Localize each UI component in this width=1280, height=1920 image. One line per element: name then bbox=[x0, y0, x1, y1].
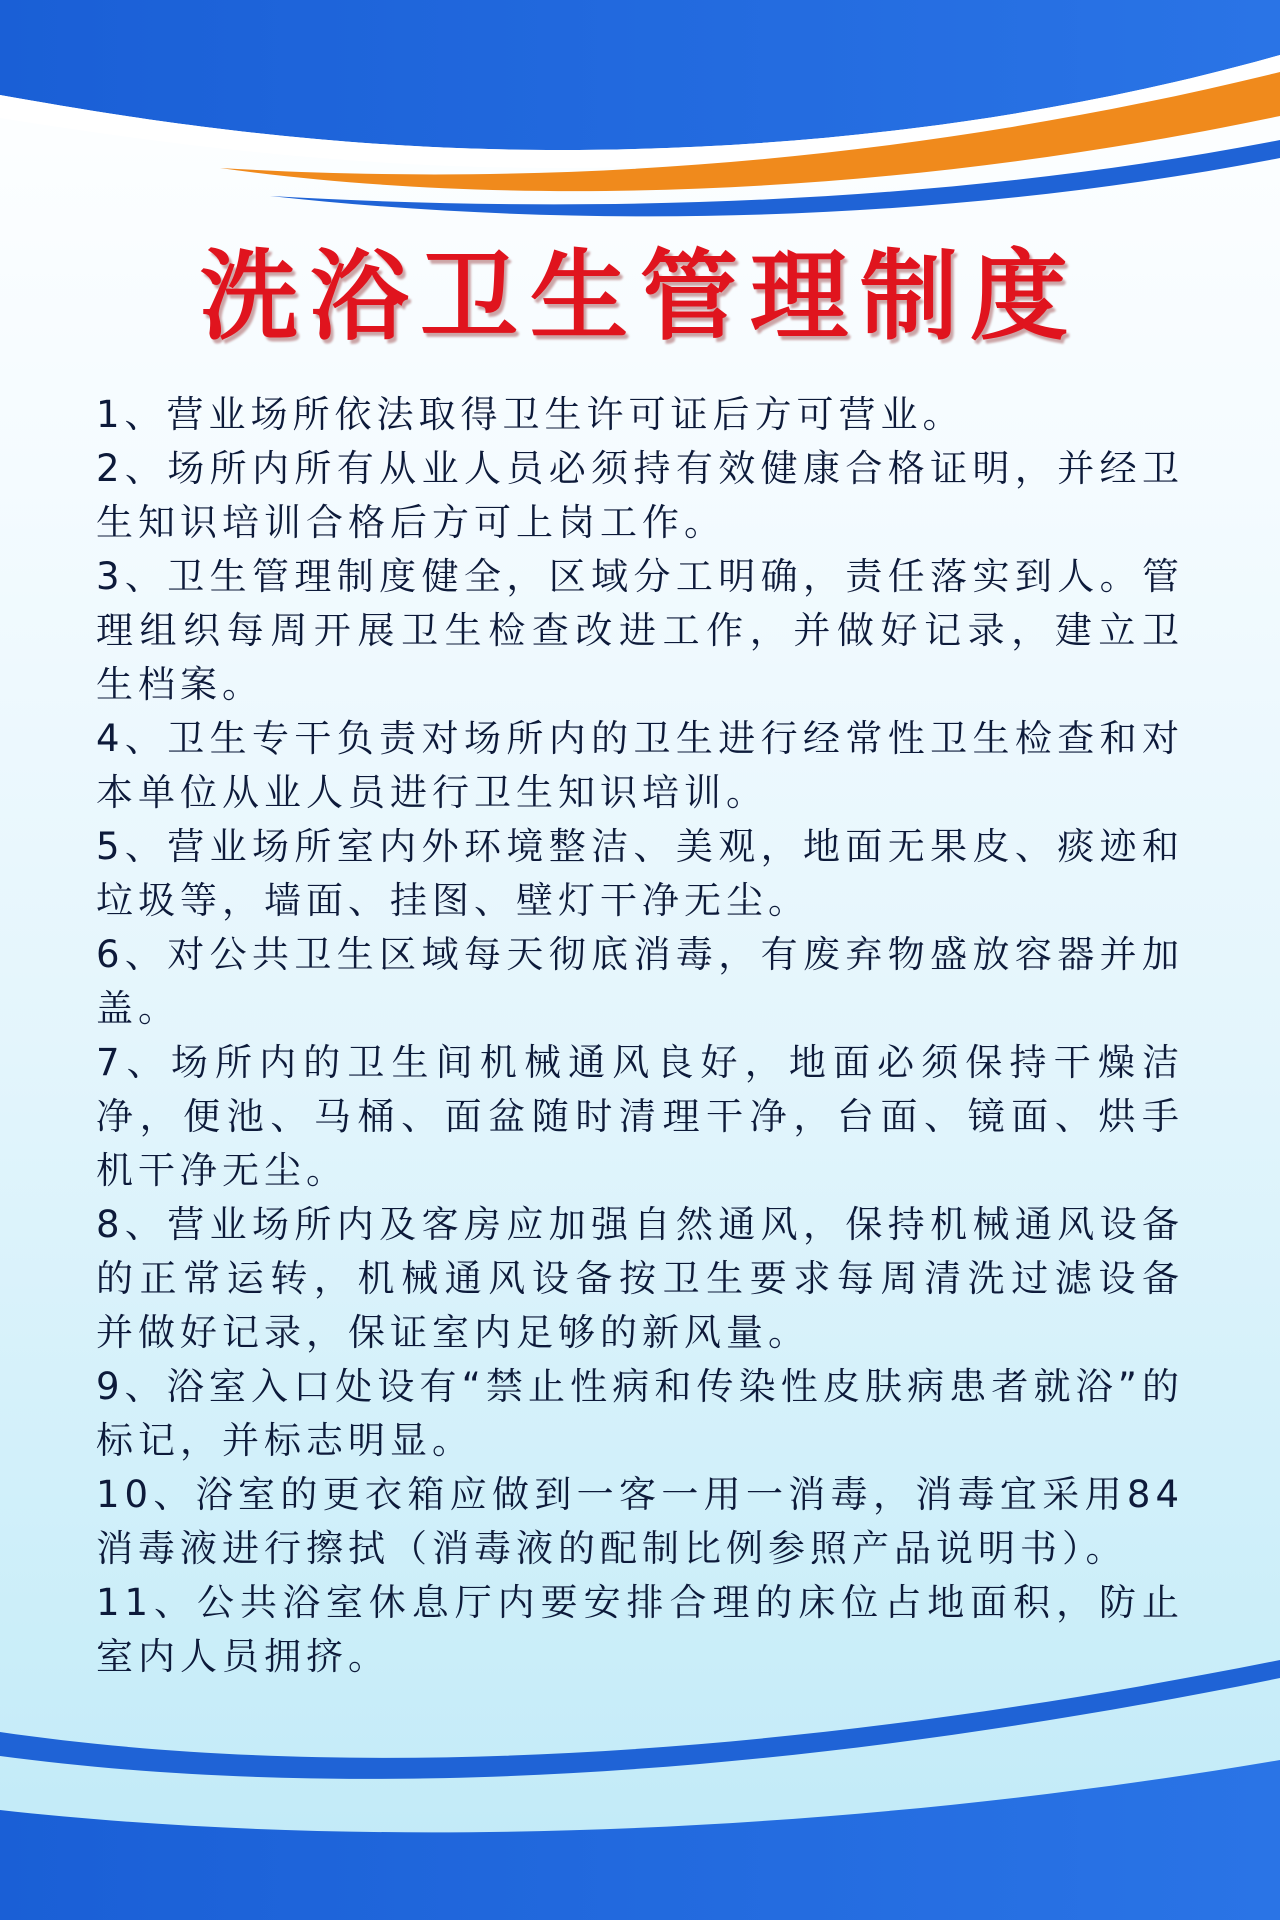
rules-list bbox=[96, 388, 1184, 1684]
bottom-blue-band bbox=[0, 1760, 1280, 1920]
rule-item-8: 8、营业场所内及客房应加强自然通风，保持机械通风设备的正常运转，机械通风设备按卫生要求每周清洗过滤设备并做好记录，保证室内足够的新风量。 bbox=[96, 1203, 1184, 1354]
rule-item-7: 7、场所内的卫生间机械通风良好，地面必须保持干燥洁净，便池、马桶、面盆随时清理干净，台面、镜面、烘手机干净无尘。 bbox=[96, 1041, 1184, 1192]
page-title: 洗浴卫生管理制度 bbox=[199, 240, 1080, 354]
rule-item-4: 4、卫生专干负责对场所内的卫生进行经常性卫生检查和对本单位从业人员进行卫生知识培训。 bbox=[96, 717, 1184, 814]
rule-item-9: 9、浴室入口处设有“禁止性病和传染性皮肤病患者就浴”的标记，并标志明显。 bbox=[96, 1365, 1184, 1462]
rule-item-6: 6、对公共卫生区域每天彻底消毒，有废弃物盛放容器并加盖。 bbox=[96, 933, 1184, 1030]
bottom-wave-decoration bbox=[0, 1660, 1280, 1920]
top-wave-decoration bbox=[0, 0, 1280, 240]
rule-item-11: 11、公共浴室休息厅内要安排合理的床位占地面积，防止室内人员拥挤。 bbox=[96, 1581, 1184, 1678]
rule-item-2: 2、场所内所有从业人员必须持有效健康合格证明，并经卫生知识培训合格后方可上岗工作。 bbox=[96, 447, 1184, 544]
rule-item-5: 5、营业场所室内外环境整洁、美观，地面无果皮、痰迹和垃圾等，墙面、挂图、壁灯干净无尘。 bbox=[96, 825, 1184, 922]
rule-item-3: 3、卫生管理制度健全，区域分工明确，责任落实到人。管理组织每周开展卫生检查改进工作，并做好记录，建立卫生档案。 bbox=[96, 555, 1184, 706]
bottom-thin-stripe bbox=[0, 1660, 1280, 1779]
rule-item-10: 10、浴室的更衣箱应做到一客一用一消毒，消毒宜采用84消毒液进行擦拭（消毒液的配制比例参照产品说明书）。 bbox=[96, 1473, 1184, 1570]
rule-item-1: 1、营业场所依法取得卫生许可证后方可营业。 bbox=[96, 393, 965, 436]
